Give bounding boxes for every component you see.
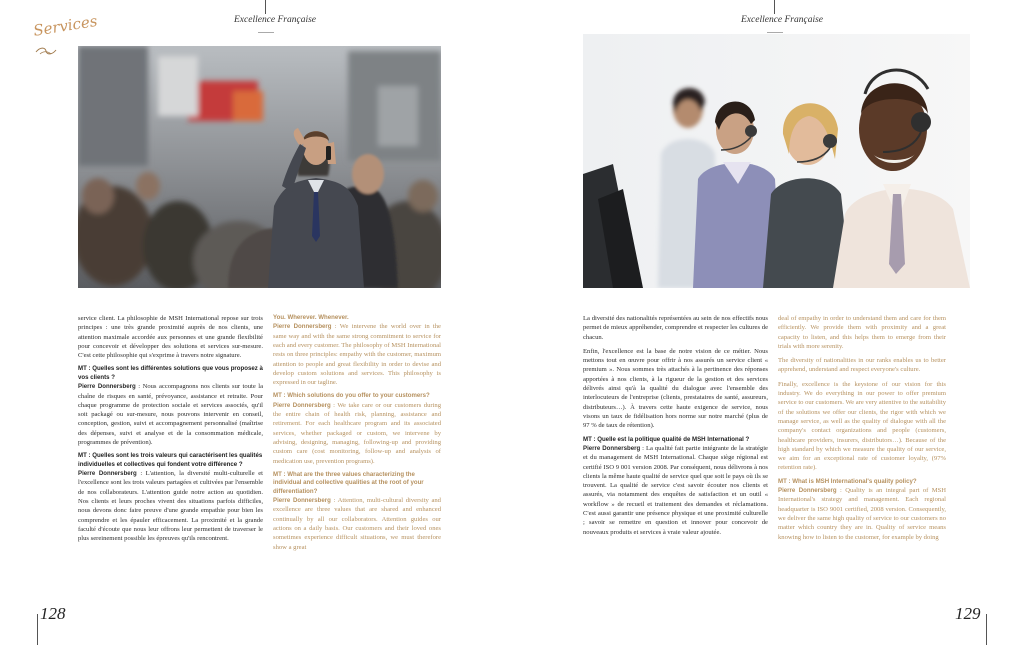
header-title-left: Excellence Française xyxy=(234,15,317,25)
interview-question: MT : Quelles sont les trois valeurs qui caractérisent les qualités individuelles et collectives qui fondent votre différence ? xyxy=(78,452,263,468)
column-left-en xyxy=(273,314,441,596)
crowd-businessman-photo xyxy=(78,46,441,288)
speaker-name: Pierre Donnersberg xyxy=(78,470,137,478)
header-underline xyxy=(258,32,274,33)
interview-question: MT : What is MSH International's quality policy? xyxy=(778,477,917,485)
call-center-photo xyxy=(583,34,970,288)
paragraph-text: The diversity of nationalities in our ranks enables us to better apprehend, understand and respect everyone's culture. xyxy=(778,357,946,374)
ornament-icon xyxy=(34,45,58,57)
qa-block xyxy=(78,452,263,543)
footer-rule xyxy=(986,614,987,645)
paragraph-text: Enfin, l'excellence est la base de notre vision de ce métier. Nous mettons tout en œuvre pour offrir à nos assurés un service client « premium ». Nous sommes très attachés à la pertinence des réponses apportées à nos clients, à la rigueur de la gestion et des services délivrés ainsi qu'à la qualité du dialogue avec l'ensemble des interlocuteurs de l'entreprise (clients, prestataires de santé, assureurs, distributeurs…). À travers cette haute exigence de service, nous visons un taux de fidélisation hors norme sur notre marché (plus de 97 % de taux de rétention). xyxy=(583,347,768,430)
paragraph xyxy=(778,314,946,351)
paragraph-text: service client. La philosophie de MSH International repose sur trois principes : une très grande proximité auprès de nos clients, une attention maximale accordée aux personnes et une grande flexibilité pour concevoir et développer des solutions et services sur-mesure. C'est cette philosophie qui s'exprime à travers notre signature. xyxy=(78,315,263,360)
qa-block xyxy=(273,471,441,552)
paragraph xyxy=(778,356,946,375)
speaker-name: Pierre Donnersberg xyxy=(78,383,136,391)
answer-text: : La qualité fait partie intégrante de la stratégie et du management de MSH International. Chaque siège régional est certifié ISO 9 001 version 2008. Par conséquent, nous délivrons à nos clients la même haute qualité de service quel que soit le pays où ils se trouvent. La qualité de service c'est savoir écouter nos clients et assurés, via notamment des enquêtes de satisfaction et un outil « workflow » de recueil et traitement des demandes et réclamations. C'est aussi garantir une présence physique et une proximité culturelle ; savoir se remettre en question et innover pour concevoir de nouveaux produits et services à vraie valeur ajoutée. xyxy=(583,444,768,536)
page-number-right: 129 xyxy=(955,604,981,623)
answer-text: : L'attention, la diversité multi-culturelle et l'excellence sont les trois valeurs partagées et cultivées par l'ensemble de nos collaborateurs. L'attention guide notre action au quotidien. Nos clients et leurs proches vivent des situations parfois difficiles, nous devons donc faire preuve d'une grande empathie pour bien les comprendre et les épauler efficacement. La proximité et la grande faculté d'écoute que nous leur offrons leur permettent de traverser le plus sereinement possible les épreuves qu'ils rencontrent. xyxy=(78,470,263,543)
speaker-name: Pierre Donnersberg xyxy=(273,497,331,505)
page-number-left: 128 xyxy=(40,604,66,623)
speaker-name: Pierre Donnersberg xyxy=(583,444,641,452)
header-rule xyxy=(774,0,775,14)
qa-block xyxy=(778,478,946,542)
footer-rule xyxy=(37,614,38,645)
interview-question: MT : Which solutions do you offer to your customers? xyxy=(273,392,430,400)
header-rule xyxy=(265,0,266,14)
right-page xyxy=(512,0,1024,645)
paragraph-text: deal of empathy in order to understand them and care for them efficiently. We provide them with proximity and a great capacity to listen, and this helps them to emerge from their trials with more serenity. xyxy=(778,315,946,350)
answer-text: : We intervene the world over in the same way and with the same strong commitment to service for each and every customer. The philosophy of MSH International rests on three principles: empathy with the customer, maximum attention to people and great flexibility in order to devise and develop custom solutions and services. This philosophy is expressed in our tagline. xyxy=(273,323,441,387)
paragraph-text: La diversité des nationalités représentées au sein de nos effectifs nous permet de mieux appréhender, comprendre et respecter les cultures de chacun. xyxy=(583,315,768,341)
paragraph xyxy=(78,314,263,360)
interview-question: MT : What are the three values characterizing the individual and collective qualities at the root of your differentiation? xyxy=(273,470,424,495)
qa-block xyxy=(583,436,768,537)
paragraph xyxy=(778,380,946,473)
answer-text: : Attention, multi-cultural diversity and excellence are three values that are shared and enhanced continually by all our collaborators. Attention guides our actions on a daily basis. Our customers and their loved ones sometimes experience difficult situations, we must therefore show a great xyxy=(273,497,441,551)
answer-text: : We take care or our customers during the entire chain of health risk, planning, assistance and retirement. For each healthcare program and its associated services, whether packaged or custom, we intervene by advising, designing, managing, following-up and providing custom care (cost monitoring, follow-up and analysis of medication use, prevention programs). xyxy=(273,401,441,465)
qa-block xyxy=(273,314,441,387)
interview-question: MT : Quelle est la politique qualité de MSH International ? xyxy=(583,435,750,443)
paragraph xyxy=(583,314,768,342)
speaker-name: Pierre Donnersberg xyxy=(273,323,332,331)
speaker-name: Pierre Donnersberg xyxy=(778,487,837,495)
header-underline xyxy=(767,32,783,33)
speaker-name: Pierre Donnersberg xyxy=(273,401,331,409)
section-tag: Services xyxy=(32,11,99,40)
column-right-fr xyxy=(583,314,768,596)
interview-question: You. Wherever. Whenever. xyxy=(273,314,349,321)
paragraph-text: Finally, excellence is the keystone of our vision for this industry. We do everything in our power to offer premium service to our customers. We are very attentive to the suitability of the solutions we offer our clients, the rigor with which we manage service, as well as the quality of dialogue with all the company's contact organizations and people (customers, healthcare providers, insurers, distributors…). Because of the high standard by which we measure the quality of our service, we aim for an exceptional rate of customer loyalty, (97% retention rate). xyxy=(778,380,946,472)
interview-question: MT : Quelles sont les différentes solutions que vous proposez à vos clients ? xyxy=(78,365,263,381)
paragraph xyxy=(583,347,768,431)
answer-text: : Nous accompagnons nos clients sur toute la chaîne de risques en santé, prévoyance, assistance et retraite. Pour chaque programme de protection sociale et services associés, qu'il soit packagé ou sur-mesure, nous pouvons intervenir en conseil, conception, gestion, suivi et accompagnement personnalisé (maîtrise des dépenses, suivi et analyse et de la consommation médicale, programmes de prévention). xyxy=(78,383,263,447)
qa-block xyxy=(78,365,263,447)
answer-text: : Quality is an integral part of MSH International's strategy and management. Each regional headquarter is ISO 9001 certified, 2008 version. Consequently, we deliver the same high quality of service to our customers no matter which country they are in. Quality of service means knowing how to listen to the customer, for example by doing xyxy=(778,487,946,541)
column-right-en xyxy=(778,314,946,596)
qa-block xyxy=(273,392,441,465)
header-title-right: Excellence Française xyxy=(741,15,824,25)
column-left-fr xyxy=(78,314,263,596)
